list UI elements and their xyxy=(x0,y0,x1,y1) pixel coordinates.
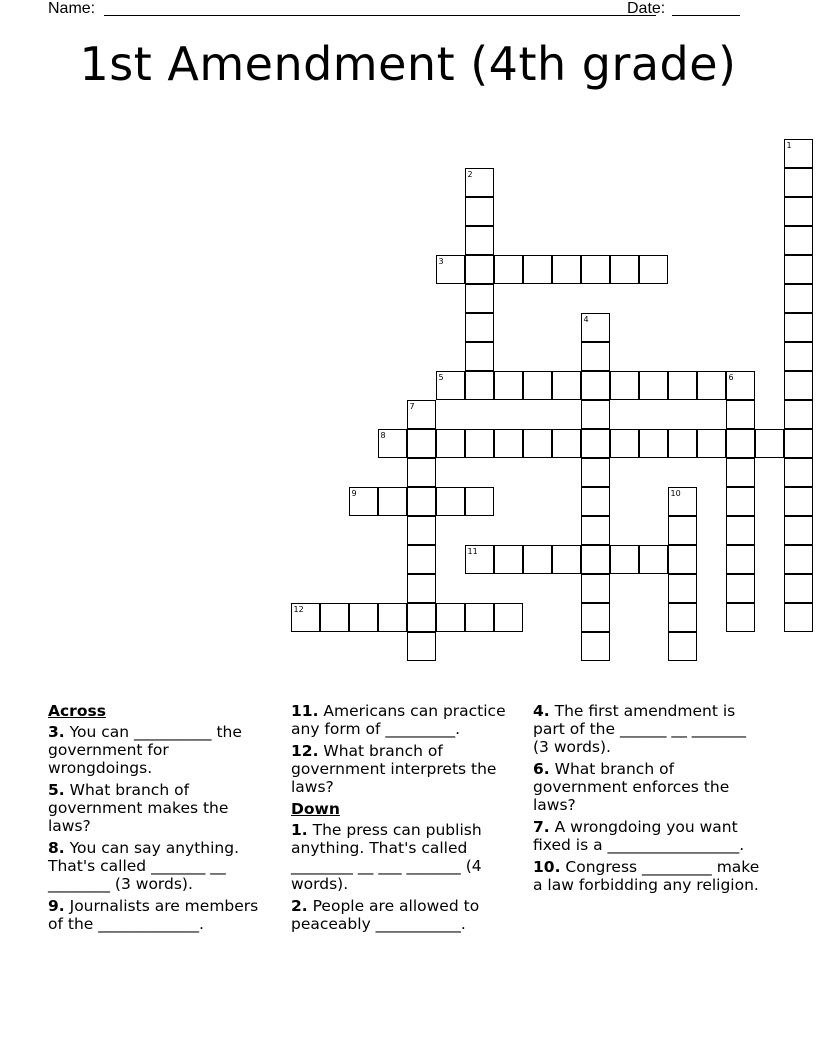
crossword-cell[interactable] xyxy=(465,168,494,197)
crossword-cell[interactable] xyxy=(668,516,697,545)
crossword-cell[interactable] xyxy=(436,487,465,516)
crossword-cell[interactable] xyxy=(465,371,494,400)
clue-item-text: What branch of government enforces the laws? xyxy=(533,760,730,814)
clue-item-number: 6. xyxy=(533,760,550,778)
crossword-cell[interactable] xyxy=(552,429,581,458)
crossword-cell[interactable] xyxy=(378,603,407,632)
crossword-cell[interactable] xyxy=(378,429,407,458)
crossword-cell[interactable] xyxy=(726,516,755,545)
crossword-cell[interactable] xyxy=(726,429,755,458)
crossword-cell[interactable] xyxy=(726,487,755,516)
clue-item xyxy=(291,742,516,796)
clue-item-text: Congress _________ make a law forbidding any religion. xyxy=(533,858,760,894)
clue-item-number: 10. xyxy=(533,858,561,876)
clue-item xyxy=(291,897,516,933)
crossword-cell[interactable] xyxy=(726,574,755,603)
crossword-cell[interactable] xyxy=(668,632,697,661)
crossword-cell[interactable] xyxy=(465,255,494,284)
clue-item-text: A wrongdoing you want fixed is a _________________. xyxy=(533,818,745,854)
down-heading: Down xyxy=(291,800,340,818)
crossword-cell[interactable] xyxy=(407,516,436,545)
crossword-cell[interactable] xyxy=(784,487,813,516)
clue-item-number: 2. xyxy=(291,897,308,915)
crossword-cell[interactable] xyxy=(581,313,610,342)
crossword-cell[interactable] xyxy=(407,574,436,603)
clue-item-number: 5. xyxy=(48,781,65,799)
clue-number: 12 xyxy=(293,604,304,614)
crossword-cell[interactable] xyxy=(465,284,494,313)
clue-item xyxy=(48,781,273,835)
date-field[interactable] xyxy=(672,15,740,16)
crossword-cell[interactable] xyxy=(291,603,320,632)
crossword-cell[interactable] xyxy=(668,371,697,400)
crossword-cell[interactable] xyxy=(726,603,755,632)
crossword-cell[interactable] xyxy=(320,603,349,632)
clue-number: 1 xyxy=(786,140,792,150)
clue-item-number: 9. xyxy=(48,897,65,915)
crossword-cell[interactable] xyxy=(639,371,668,400)
crossword-cell[interactable] xyxy=(726,458,755,487)
crossword-cell[interactable] xyxy=(349,487,378,516)
clue-number: 8 xyxy=(380,430,386,440)
clue-item xyxy=(533,818,763,854)
crossword-cell[interactable] xyxy=(465,342,494,371)
clue-item-number: 11. xyxy=(291,702,319,720)
clues-column-3 xyxy=(533,702,763,898)
crossword-cell[interactable] xyxy=(494,255,523,284)
crossword-cell[interactable] xyxy=(697,371,726,400)
clue-item-text: The press can publish anything. That's called ________ __ ___ _______ (4 words). xyxy=(291,821,482,893)
clue-item xyxy=(291,702,516,738)
crossword-cell[interactable] xyxy=(668,487,697,516)
crossword-cell[interactable] xyxy=(726,371,755,400)
crossword-cell[interactable] xyxy=(581,574,610,603)
crossword-cell[interactable] xyxy=(726,545,755,574)
crossword-cell[interactable] xyxy=(784,139,813,168)
crossword-cell[interactable] xyxy=(552,255,581,284)
crossword-cell[interactable] xyxy=(378,487,407,516)
clue-item-number: 1. xyxy=(291,821,308,839)
clue-item-number: 4. xyxy=(533,702,550,720)
crossword-cell[interactable] xyxy=(755,429,784,458)
crossword-cell[interactable] xyxy=(697,429,726,458)
crossword-cell[interactable] xyxy=(465,313,494,342)
crossword-cell[interactable] xyxy=(581,400,610,429)
crossword-cell[interactable] xyxy=(726,400,755,429)
crossword-cell[interactable] xyxy=(436,255,465,284)
clue-item-text: You can __________ the government for wrongdoings. xyxy=(48,723,242,777)
crossword-cell[interactable] xyxy=(552,371,581,400)
clue-item xyxy=(48,723,273,777)
clue-item-text: Journalists are members of the _____________. xyxy=(48,897,259,933)
clues-column-2 xyxy=(291,702,516,937)
crossword-cell[interactable] xyxy=(784,371,813,400)
clue-number: 5 xyxy=(438,372,444,382)
crossword-cell[interactable] xyxy=(784,458,813,487)
crossword-cell[interactable] xyxy=(581,429,610,458)
crossword-cell[interactable] xyxy=(784,545,813,574)
clue-number: 2 xyxy=(467,169,473,179)
clue-number: 10 xyxy=(670,488,681,498)
crossword-cell[interactable] xyxy=(784,400,813,429)
name-field[interactable] xyxy=(104,15,656,16)
crossword-cell[interactable] xyxy=(523,429,552,458)
crossword-cell[interactable] xyxy=(581,371,610,400)
crossword-cell[interactable] xyxy=(407,632,436,661)
clue-item-number: 3. xyxy=(48,723,65,741)
crossword-cell[interactable] xyxy=(610,429,639,458)
clue-item xyxy=(533,702,763,756)
crossword-cell[interactable] xyxy=(552,545,581,574)
crossword-cell[interactable] xyxy=(436,371,465,400)
clue-item-text: What branch of government makes the laws? xyxy=(48,781,229,835)
crossword-cell[interactable] xyxy=(494,371,523,400)
crossword-cell[interactable] xyxy=(668,603,697,632)
clue-item xyxy=(48,839,273,893)
across-heading: Across xyxy=(48,702,106,720)
crossword-cell[interactable] xyxy=(581,516,610,545)
crossword-cell[interactable] xyxy=(784,284,813,313)
crossword-cell[interactable] xyxy=(610,371,639,400)
clue-item-text: You can say anything. That's called _______ __ ________ (3 words). xyxy=(48,839,240,893)
clue-item-text: People are allowed to peaceably ___________. xyxy=(291,897,480,933)
clue-number: 7 xyxy=(409,401,415,411)
crossword-cell[interactable] xyxy=(436,603,465,632)
crossword-cell[interactable] xyxy=(436,429,465,458)
clues-column-1 xyxy=(48,702,273,937)
crossword-cell[interactable] xyxy=(639,255,668,284)
crossword-cell[interactable] xyxy=(465,487,494,516)
crossword-cell[interactable] xyxy=(784,342,813,371)
crossword-cell[interactable] xyxy=(784,255,813,284)
crossword-cell[interactable] xyxy=(610,255,639,284)
crossword-cell[interactable] xyxy=(494,545,523,574)
clue-number: 6 xyxy=(728,372,734,382)
crossword-cell[interactable] xyxy=(581,255,610,284)
crossword-cell[interactable] xyxy=(465,429,494,458)
crossword-cell[interactable] xyxy=(581,342,610,371)
crossword-cell[interactable] xyxy=(784,197,813,226)
clue-item-number: 7. xyxy=(533,818,550,836)
crossword-cell[interactable] xyxy=(784,429,813,458)
crossword-cell[interactable] xyxy=(465,545,494,574)
crossword-cell[interactable] xyxy=(523,255,552,284)
crossword-cell[interactable] xyxy=(668,429,697,458)
crossword-cell[interactable] xyxy=(581,603,610,632)
crossword-cell[interactable] xyxy=(465,226,494,255)
crossword-cell[interactable] xyxy=(668,574,697,603)
crossword-cell[interactable] xyxy=(349,603,378,632)
crossword-cell[interactable] xyxy=(407,458,436,487)
crossword-cell[interactable] xyxy=(610,545,639,574)
crossword-cell[interactable] xyxy=(407,545,436,574)
clue-item-number: 8. xyxy=(48,839,65,857)
crossword-cell[interactable] xyxy=(784,313,813,342)
crossword-cell[interactable] xyxy=(784,574,813,603)
clue-item xyxy=(533,760,763,814)
clue-item xyxy=(533,858,763,894)
crossword-cell[interactable] xyxy=(407,400,436,429)
crossword-cell[interactable] xyxy=(581,545,610,574)
crossword-cell[interactable] xyxy=(784,168,813,197)
crossword-cell[interactable] xyxy=(465,197,494,226)
clue-item-text: Americans can practice any form of _________. xyxy=(291,702,506,738)
crossword-cell[interactable] xyxy=(523,371,552,400)
clue-number: 3 xyxy=(438,256,444,266)
crossword-cell[interactable] xyxy=(494,429,523,458)
clue-item xyxy=(291,821,516,893)
crossword-cell[interactable] xyxy=(581,632,610,661)
header xyxy=(48,0,748,20)
clue-number: 11 xyxy=(467,546,478,556)
crossword-cell[interactable] xyxy=(581,487,610,516)
name-label: Name: xyxy=(48,0,96,17)
crossword-cell[interactable] xyxy=(465,603,494,632)
crossword-cell[interactable] xyxy=(784,226,813,255)
clue-item xyxy=(48,897,273,933)
crossword-cell[interactable] xyxy=(668,545,697,574)
crossword-cell[interactable] xyxy=(407,429,436,458)
crossword-cell[interactable] xyxy=(581,458,610,487)
clue-number: 4 xyxy=(583,314,589,324)
crossword-cell[interactable] xyxy=(639,429,668,458)
crossword-cell[interactable] xyxy=(494,603,523,632)
clue-number: 9 xyxy=(351,488,357,498)
page-title: 1st Amendment (4th grade) xyxy=(79,37,737,91)
date-label: Date: xyxy=(627,0,666,17)
clue-item-text: The first amendment is part of the ______ __ _______ (3 words). xyxy=(533,702,747,756)
crossword-cell[interactable] xyxy=(407,487,436,516)
crossword-cell[interactable] xyxy=(784,516,813,545)
crossword-cell[interactable] xyxy=(639,545,668,574)
crossword-cell[interactable] xyxy=(407,603,436,632)
clue-item-number: 12. xyxy=(291,742,319,760)
crossword-cell[interactable] xyxy=(784,603,813,632)
clue-item-text: What branch of government interprets the laws? xyxy=(291,742,497,796)
crossword-cell[interactable] xyxy=(523,545,552,574)
